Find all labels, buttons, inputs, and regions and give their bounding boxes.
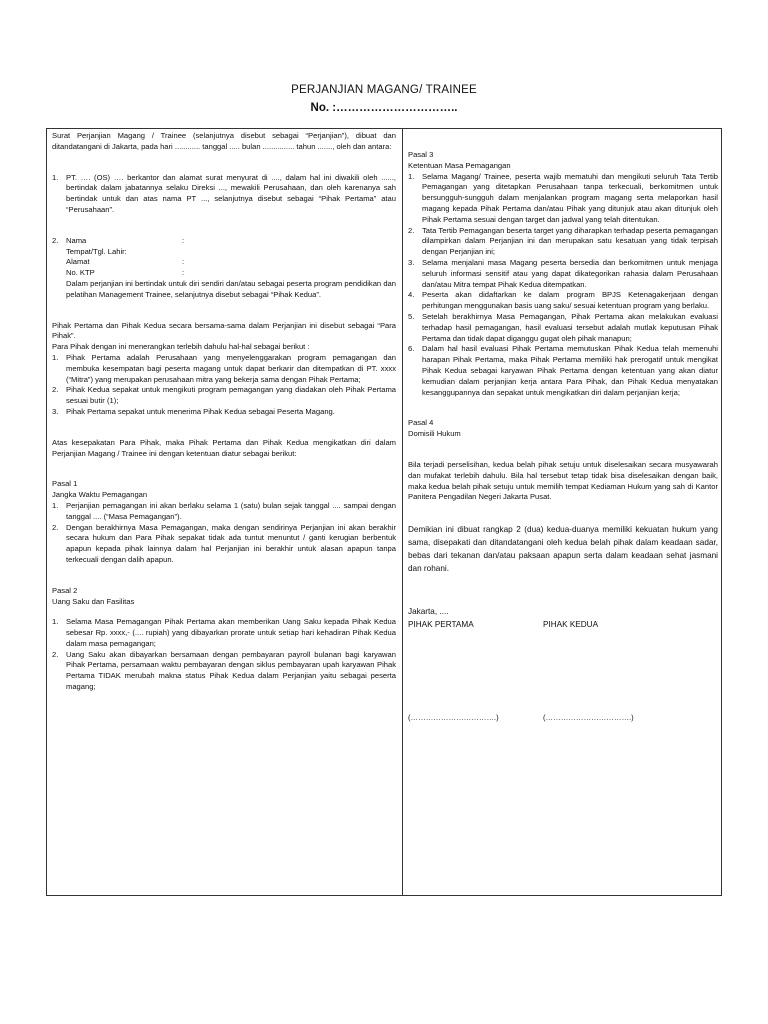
signing-place: Jakarta, .... <box>408 607 449 617</box>
signature-lines <box>408 713 718 724</box>
document-number: No. :………………………….. <box>310 102 458 114</box>
field-alamat: Alamat : <box>66 257 185 267</box>
closing-paragraph: Demikian ini dibuat rangkap 2 (dua) kedua-duanya memiliki kekuatan hukum yang sama, disepakati dan ditandatangani oleh kedua belah pihak dalam keadaan sadar, bebas dari tekanan dan/atau paksaan apapun serta dalam keadaan sehat jasmani dan rohani. <box>408 525 718 574</box>
list-item: 2. Dengan berakhirnya Masa Pemagangan, maka dengan sendirinya Perjanjian ini akan berakhir secara hukum dan Para Pihak sepakat tidak ada tuntut menuntut / ganti kerugian berbentuk apapun kepada pihak lainnya dalam hal Perjanjian ini berakhir untuk alasan apapun tanpa terkecuali dengan dalih apapun. <box>52 522 396 564</box>
list-item: 3. Pihak Pertama sepakat untuk menerima Pihak Kedua sebagai Peserta Magang. <box>52 406 335 416</box>
pasal-4-subtitle: Domisili Hukum <box>408 429 461 439</box>
list-item: 2. Tata Tertib Pemagangan beserta target yang diharapkan terhadap peserta pemagangan dilampirkan dalam Perjanjian ini dan merupakan satu kesatuan yang tidak terpisah dengan Perjanjian ini; <box>408 225 718 257</box>
left-column <box>52 131 396 693</box>
agreement-paragraph: Atas kesepakatan Para Pihak, maka Pihak Pertama dan Pihak Kedua mengikatkan diri dalam Perjanjian Magang / Trainee ini dengan ketentuan diatur sebagai berikut: <box>52 437 396 458</box>
document-title: PERJANJIAN MAGANG/ TRAINEE <box>291 84 477 96</box>
pasal-3-title: Pasal 3 <box>408 150 434 159</box>
list-item: 6. Dalam hal hasil evaluasi Pihak Pertama memutuskan Pihak Kedua telah memenuhi harapan Pihak Pertama, maka Pihak Pertama memiliki hak prerogatif untuk mengikat Pihak Kedua sebagai karyawan Pihak Pertama dengan ketentuan yang akan diatur kemudian dalam perjanjian kerja antara Para Pihak, dan Pihak Kedua menyatakan kesanggupannya dan sepakat untuk mengikatkan diri dalam perjanjian kerja; <box>408 344 718 397</box>
list-item: 2. Pihak Kedua sepakat untuk mengikuti program pemagangan yang diadakan oleh Pihak Pertama sesuai butir (1); <box>52 385 396 406</box>
pasal-1-subtitle: Jangka Waktu Pemagangan <box>52 490 148 500</box>
list-item: 1. Selama Masa Pemagangan Pihak Pertama akan memberikan Uang Saku kepada Pihak Kedua sebesar Rp. xxxx,- (.... rupiah) yang dibayarkan prorate untuk setiap hari kehadiran Pihak Kedua dalam masa pemagangan; <box>52 617 396 648</box>
list-item: 3. Selama menjalani masa Magang peserta bersedia dan berkomitmen untuk menjaga seluruh informasi sensitif atau yang dapat dikategorikan rahasia dalam Perusahaan dan/atau Mitra tempat Pihak Kedua ditempatkan. <box>408 257 718 289</box>
list-item: 5. Setelah berakhirnya Masa Pemagangan, Pihak Pertama akan melakukan evaluasi terhadap hasil pemagangan, hasil evaluasi tersebut adalah mutlak keputusan Pihak Pertama dan tidak dapat diganggu gugat oleh pihak manapun; <box>408 311 718 343</box>
field-no-ktp: No. KTP : <box>66 268 185 278</box>
signature-line-second-party: (…………………………….) <box>543 713 634 723</box>
para-pihak-paragraph: Pihak Pertama dan Pihak Kedua secara bersama-sama dalam Perjanjian ini disebut sebagai “Para Pihak”. <box>52 320 396 341</box>
pasal-2-subtitle: Uang Saku dan Fasilitas <box>52 596 135 606</box>
party-one-item: 1. PT. …. (OS) …. berkantor dan alamat surat menyurat di ...., dalam hal ini diwakili oleh ......, bertindak dalam jabatannya selaku Direksi ..., mewakili Perusahaan, dan oleh karenanya sah bertindak untuk dan atas nama PT ..., selanjutnya disebut sebagai “Pihak Pertama” atau “Perusahaan”. <box>52 172 396 214</box>
party-two-item: 2. Nama : Tempat/Tgl. Lahir: Alamat : No. KTP : Dalam perjanjian ini bertindak untuk diri sendiri dan/atau sebagai peserta program pendidikan dan pelatihan Management Trainee, selanjutnya disebut sebagai “Pihak Kedua”. <box>52 235 396 299</box>
pasal-4-title: Pasal 4 <box>408 418 434 428</box>
pasal-2-title: Pasal 2 <box>52 585 78 595</box>
signature-line-first-party: (…………………………….) <box>408 713 499 723</box>
party-two-text: Dalam perjanjian ini bertindak untuk diri sendiri dan/atau sebagai peserta program pendidikan dan pelatihan Management Trainee, selanjutnya disebut sebagai “Pihak Kedua”. <box>66 278 396 299</box>
list-item: 1. Perjanjian pemagangan ini akan berlaku selama 1 (satu) bulan sejak tanggal .... sampai dengan tanggal .... (“Masa Pemagangan”). <box>52 500 396 521</box>
field-tempat-lahir: Tempat/Tgl. Lahir: <box>66 246 127 256</box>
field-nama: Nama : <box>66 235 185 245</box>
right-column <box>408 150 718 724</box>
list-item: 4. Peserta akan didaftarkan ke dalam program BPJS Ketenagakerjaan dengan perhitungan menggunakan basis uang saku/ sesuai ketentuan program yang berlaku. <box>408 290 718 311</box>
sign-label-first-party: PIHAK PERTAMA <box>408 620 474 630</box>
sign-label-second-party: PIHAK KEDUA <box>543 620 599 630</box>
list-item: 2. Uang Saku akan dibayarkan bersamaan dengan pembayaran payroll bulanan bagi karyawan Pihak Pertama, persamaan waktu pembayaran dengan siklus pembayaran upah karyawan Pihak Pertama TIDAK merubah makna status Pihak Kedua dalam Perjanjian yaitu sebagai peserta magang; <box>52 649 396 692</box>
signature-labels <box>408 618 718 631</box>
column-divider <box>402 128 403 896</box>
list-item: 1. Pihak Pertama adalah Perusahaan yang menyelenggarakan program pemagangan dan membuka kesempatan bagi peserta magang untuk dapat berkarir dan ditempatkan di PT. xxxx (“Mitra”) yang merupakan perusahaan mitra yang bekerja sama dengan Pihak Pertama; <box>52 352 396 384</box>
intro-paragraph: Surat Perjanjian Magang / Trainee (selanjutnya disebut sebagai “Perjanjian”), dibuat dan ditandatangani di Jakarta, pada hari ............ tanggal ..... bulan ............... tahun ......., oleh dan antara: <box>52 131 396 151</box>
pasal-4-text: Bila terjadi perselisihan, kedua belah pihak setuju untuk diselesaikan secara musyawarah dan mufakat terlebih dahulu. Bila hal tersebut tetap tidak bisa diselesaikan dengan baik, maka kedua belah pihak setuju untuk memilih tempat Kediaman Hukum yang sah di Kantor Panitera Pengadilan Negeri Jakarta Pusat. <box>408 459 718 502</box>
pasal-1-title: Pasal 1 <box>52 479 78 489</box>
list-item: 1. Selama Magang/ Trainee, peserta wajib mematuhi dan mengikuti seluruh Tata Tertib Pemagangan yang ditetapkan Perusahaan tanpa terkecuali, berkomitmen untuk bersungguh-sungguh dalam menjalankan program magang serta melaporkan hasil magang kepada Pihak Pertama dan/atau Pihak yang ditunjuk atau akan ditunjuk oleh Pihak Pertama sesuai dengan target dan jadwal yang telah ditentukan. <box>408 171 718 224</box>
explain-intro: Para Pihak dengan ini menerangkan terlebih dahulu hal-hal sebagai berikut : <box>52 342 310 352</box>
pasal-3-subtitle: Ketentuan Masa Pemagangan <box>408 160 511 170</box>
